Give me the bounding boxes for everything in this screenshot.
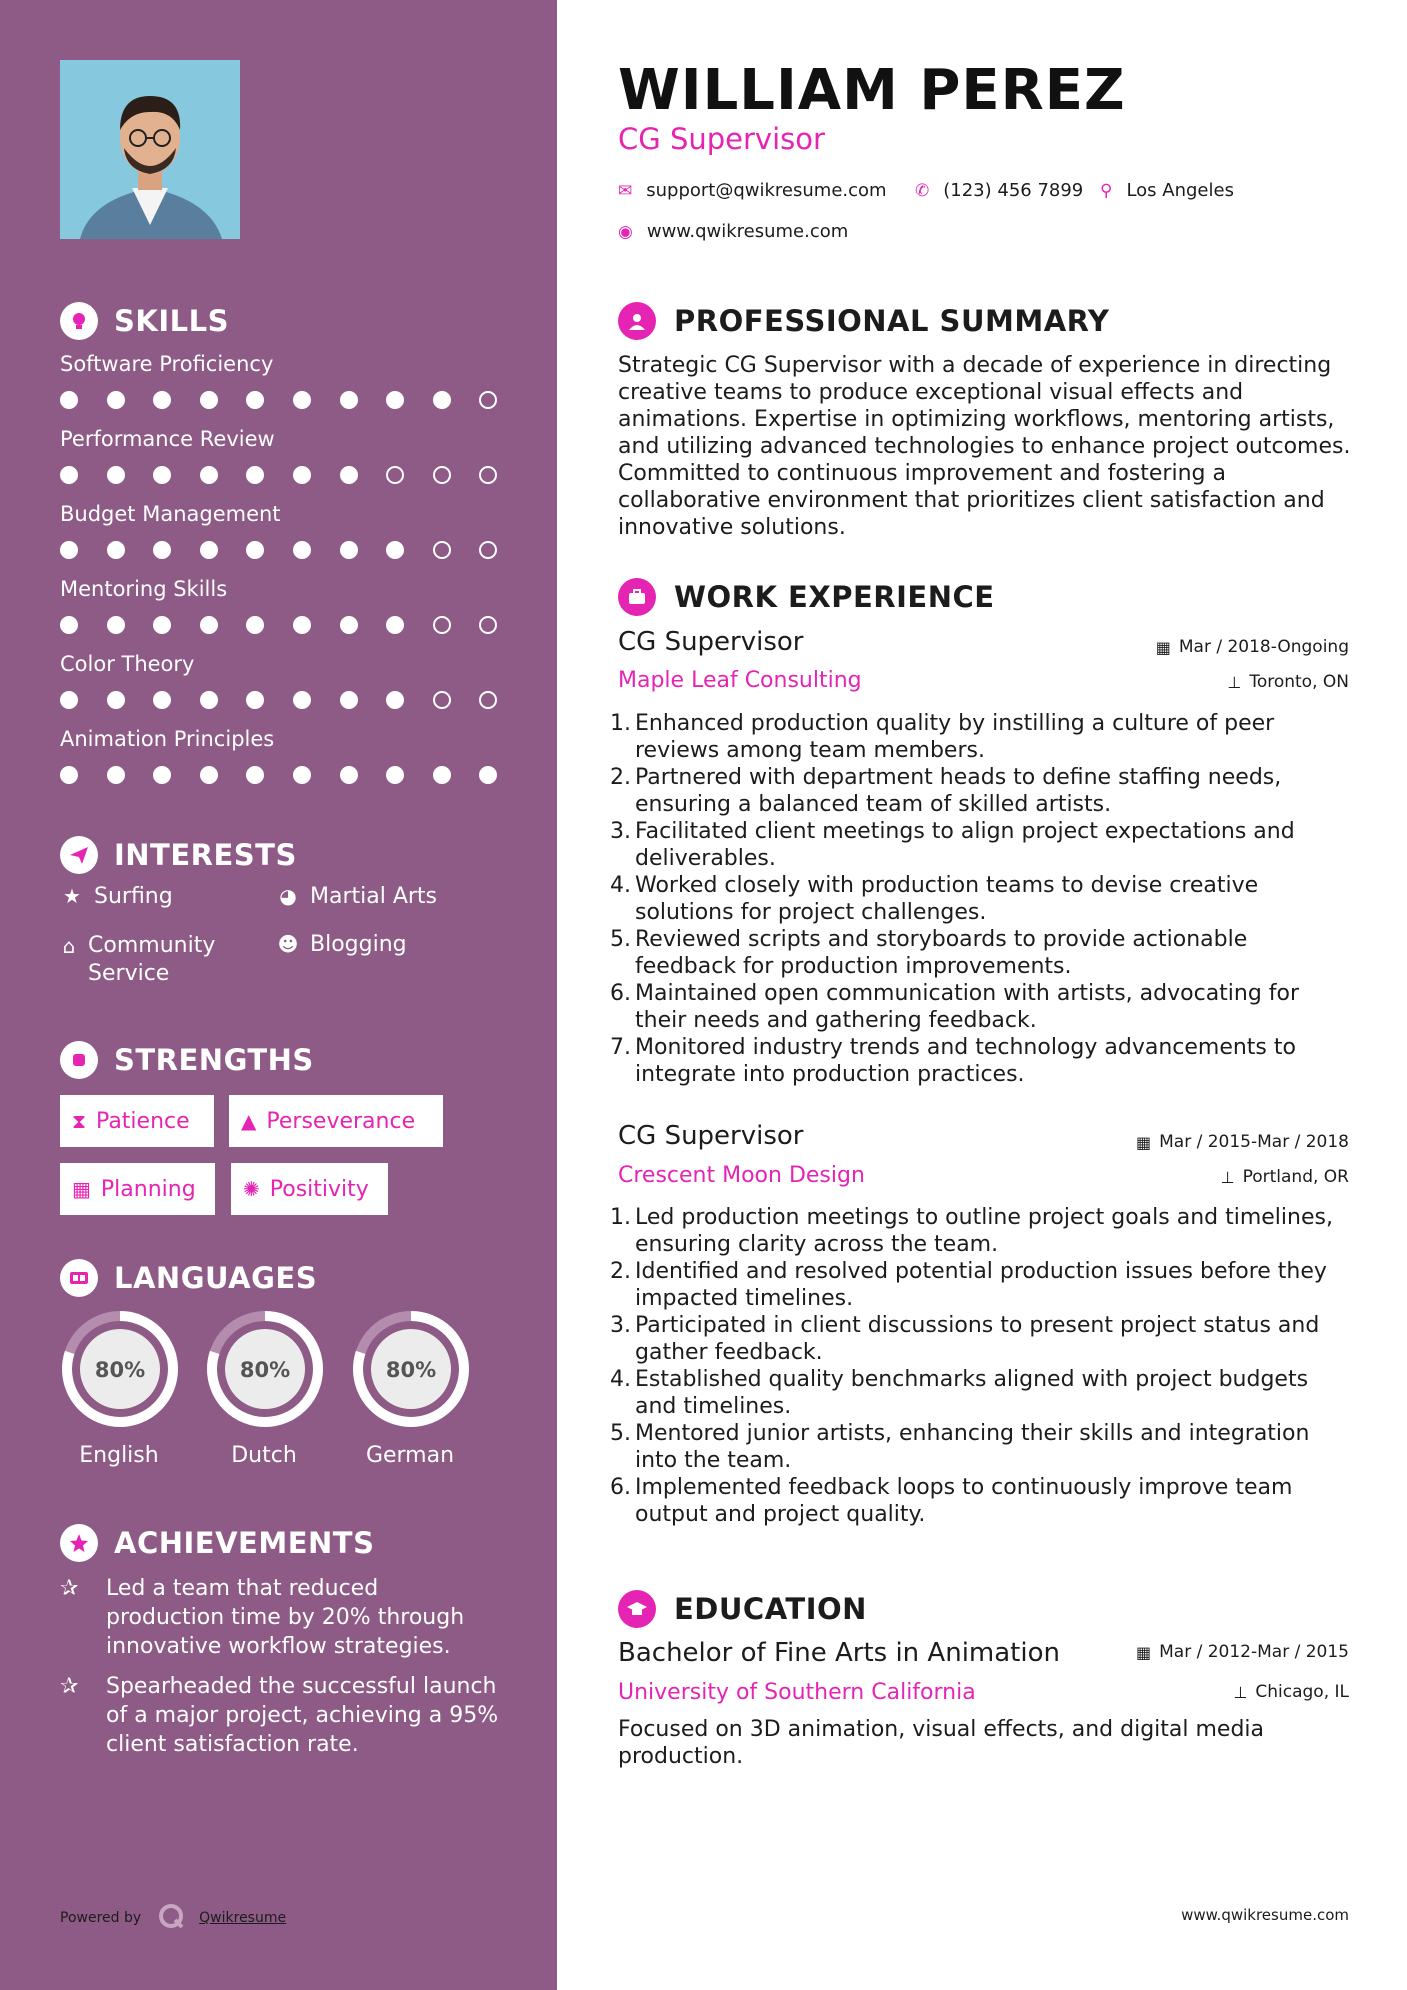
language-ring — [350, 1308, 470, 1434]
list-item: 7. Monitored industry trends and technology advancements to integrate into production practices. — [610, 1035, 1296, 1087]
rating-dot-filled — [340, 616, 358, 634]
qwikresume-link[interactable]: Qwikresume — [199, 1910, 287, 1926]
phone-icon: ✆ — [915, 180, 930, 201]
list-item: 1. Enhanced production quality by instilling a culture of peer reviews among team members. — [610, 711, 1275, 763]
rating-dot-filled — [293, 691, 311, 709]
education-description: Focused on 3D animation, visual effects, and digital media production. — [618, 1717, 1265, 1769]
rating-dot-filled — [246, 691, 264, 709]
degree-title: Bachelor of Fine Arts in Animation — [618, 1638, 1060, 1668]
calendar-icon: ▦ — [1155, 637, 1171, 657]
skill-rating — [60, 391, 500, 411]
skill-rating — [60, 466, 500, 486]
skill-rating — [60, 766, 500, 786]
language-percent: 80% — [239, 1358, 291, 1382]
rating-dot-empty — [433, 541, 451, 559]
website-contact — [618, 221, 848, 242]
rating-dot-filled — [340, 541, 358, 559]
rating-dot-filled — [246, 541, 264, 559]
rating-dot-filled — [386, 766, 404, 784]
star-icon: ★ — [63, 884, 81, 908]
rating-dot-filled — [293, 766, 311, 784]
gift-icon: ⌂ — [62, 934, 76, 958]
pushpin-icon: ⊥ — [1227, 672, 1242, 692]
language-ring — [59, 1308, 179, 1434]
rating-dot-filled — [60, 766, 78, 784]
graduation-icon — [618, 1590, 656, 1628]
rating-dot-empty — [479, 466, 497, 484]
rating-dot-filled — [246, 466, 264, 484]
rating-dot-filled — [200, 616, 218, 634]
experience-heading: WORK EXPERIENCE — [618, 578, 995, 616]
footer-url[interactable]: www.qwikresume.com — [1181, 1906, 1349, 1924]
briefcase-icon — [618, 578, 656, 616]
education-location: ⊥ Chicago, IL — [1233, 1682, 1349, 1702]
shooting-star-icon: ✰ — [60, 1674, 79, 1699]
profile-photo — [60, 60, 240, 239]
strength-badge: ✺ Positivity — [231, 1163, 388, 1215]
rating-dot-filled — [246, 616, 264, 634]
skills-heading: SKILLS — [60, 302, 229, 340]
interest-item: ☻ Blogging — [277, 932, 407, 957]
summary-text: Strategic CG Supervisor with a decade of experience in directing creative teams to produce exceptional visual effects and animations. Expertise in optimizing workflows, mentoring artists, and utilizing advanced technologies to enhance project outcomes. Committed to continuous improvement and fostering a collaborative environment that prioritizes client satisfaction and innovative solutions. — [618, 353, 1351, 540]
candidate-name: WILLIAM PEREZ — [618, 58, 1126, 123]
rating-dot-empty — [433, 691, 451, 709]
skill-name: Performance Review — [60, 427, 275, 451]
phone-contact: ✆ (123) 456 7899 — [915, 180, 1084, 201]
rating-dot-filled — [293, 541, 311, 559]
list-item: 4. Worked closely with production teams to devise creative solutions for project challenges. — [610, 873, 1259, 925]
school-name: University of Southern California — [618, 1680, 976, 1705]
rating-dot-filled — [153, 691, 171, 709]
list-item: 3. Facilitated client meetings to align project expectations and deliverables. — [610, 819, 1295, 871]
rating-dot-filled — [107, 691, 125, 709]
rating-dot-filled — [60, 391, 78, 409]
list-item: 6. Implemented feedback loops to continuously improve team output and project quality. — [610, 1475, 1293, 1527]
website-link[interactable]: www.qwikresume.com — [646, 221, 849, 242]
candidate-role: CG Supervisor — [618, 122, 825, 156]
language-name: Dutch — [231, 1443, 297, 1468]
globe-icon: ◉ — [618, 221, 633, 242]
job-location: ⊥ Portland, OR — [1220, 1167, 1349, 1187]
powered-by: Powered by Qwikresume — [60, 1902, 286, 1934]
rating-dot-filled — [246, 766, 264, 784]
language-name: German — [365, 1443, 455, 1468]
rating-dot-filled — [107, 766, 125, 784]
rating-dot-filled — [200, 541, 218, 559]
calendar-icon: ▦ — [1135, 1132, 1152, 1152]
skill-rating — [60, 691, 500, 711]
rating-dot-filled — [340, 766, 358, 784]
rating-dot-empty — [433, 616, 451, 634]
list-item: 6. Maintained open communication with artists, advocating for their needs and gathering feedback. — [610, 981, 1300, 1033]
location-contact: ⚲ Los Angeles — [1100, 180, 1234, 201]
rating-dot-filled — [153, 466, 171, 484]
rating-dot-filled — [200, 466, 218, 484]
rating-dot-filled — [479, 766, 497, 784]
interest-item: ★ Surfing — [60, 884, 173, 909]
job-company: Crescent Moon Design — [618, 1163, 865, 1188]
language-percent: 80% — [385, 1358, 437, 1382]
strengths-heading: STRENGTHS — [60, 1041, 314, 1079]
rating-dot-empty — [479, 691, 497, 709]
rating-dot-filled — [107, 616, 125, 634]
skill-rating — [60, 616, 500, 636]
users-icon: ☻ — [277, 932, 299, 956]
rating-dot-filled — [340, 691, 358, 709]
job-dates: ▦ Mar / 2018-Ongoing — [1155, 637, 1349, 657]
list-item: 5. Reviewed scripts and storyboards to provide actionable feedback for production improvements. — [610, 927, 1248, 979]
list-item: 5. Mentored junior artists, enhancing their skills and integration into the team. — [610, 1421, 1310, 1473]
job-bullets — [610, 710, 1354, 1088]
rating-dot-filled — [60, 466, 78, 484]
calendar-icon: ▦ — [1135, 1642, 1152, 1662]
rating-dot-empty — [479, 391, 497, 409]
strength-badge: ▦ Planning — [60, 1163, 215, 1215]
rating-dot-empty — [479, 541, 497, 559]
rating-dot-filled — [153, 541, 171, 559]
list-item: 2. Partnered with department heads to define staffing needs, ensuring a balanced team of skilled artists. — [610, 765, 1282, 817]
skill-name: Color Theory — [60, 652, 195, 676]
globe-icon: ◕ — [279, 884, 297, 908]
language-ring — [204, 1308, 324, 1434]
rating-dot-filled — [153, 391, 171, 409]
list-item: 4. Established quality benchmarks aligned with project budgets and timelines. — [610, 1367, 1309, 1419]
hourglass-icon: ⧗ — [72, 1109, 87, 1133]
job-title: CG Supervisor — [618, 627, 804, 657]
shooting-star-icon: ✰ — [60, 1576, 79, 1601]
rating-dot-filled — [433, 391, 451, 409]
rating-dot-filled — [433, 766, 451, 784]
job-bullets — [610, 1204, 1354, 1528]
pushpin-icon: ⊥ — [1220, 1167, 1235, 1187]
rating-dot-empty — [433, 466, 451, 484]
rating-dot-filled — [386, 391, 404, 409]
summary-heading: PROFESSIONAL SUMMARY — [618, 302, 1109, 340]
sidebar — [0, 0, 557, 1990]
languages-heading: LANGUAGES — [60, 1259, 317, 1297]
rating-dot-filled — [200, 691, 218, 709]
rating-dot-filled — [153, 616, 171, 634]
rating-dot-filled — [246, 391, 264, 409]
qwikresume-logo-icon — [157, 1902, 185, 1934]
rating-dot-filled — [200, 766, 218, 784]
fist-icon — [60, 1041, 98, 1079]
skill-name: Software Proficiency — [60, 352, 274, 376]
rating-dot-filled — [386, 691, 404, 709]
rating-dot-filled — [340, 466, 358, 484]
road-icon: ▲ — [241, 1109, 257, 1133]
language-card-icon — [60, 1259, 98, 1297]
award-star-icon — [60, 1524, 98, 1562]
rating-dot-empty — [479, 616, 497, 634]
list-item: 1. Led production meetings to outline project goals and timelines, ensuring clarity across the team. — [610, 1205, 1333, 1257]
lightbulb-icon — [60, 302, 98, 340]
achievement-item: ✰ Spearheaded the successful launch of a major project, achieving a 95% client satisfaction rate. — [60, 1674, 499, 1757]
sun-icon: ✺ — [243, 1177, 260, 1201]
job-company: Maple Leaf Consulting — [618, 668, 862, 693]
language-percent: 80% — [94, 1358, 146, 1382]
skill-name: Mentoring Skills — [60, 577, 228, 601]
rating-dot-filled — [386, 541, 404, 559]
rating-dot-filled — [293, 616, 311, 634]
rating-dot-filled — [386, 616, 404, 634]
list-item: 2. Identified and resolved potential production issues before they impacted timelines. — [610, 1259, 1327, 1311]
rating-dot-filled — [107, 391, 125, 409]
achievement-item: ✰ Led a team that reduced production time by 20% through innovative workflow strategies. — [60, 1576, 465, 1659]
strength-badge: ⧗ Patience — [60, 1095, 214, 1147]
interest-item: ⌂ Community Service — [60, 932, 250, 988]
email-link[interactable]: support@qwikresume.com — [646, 180, 887, 201]
pushpin-icon: ⊥ — [1233, 1682, 1248, 1702]
rating-dot-filled — [153, 766, 171, 784]
job-dates: ▦ Mar / 2015-Mar / 2018 — [1135, 1132, 1349, 1152]
skill-name: Budget Management — [60, 502, 281, 526]
rating-dot-filled — [107, 541, 125, 559]
job-title: CG Supervisor — [618, 1121, 804, 1151]
rating-dot-filled — [340, 391, 358, 409]
calendar-icon: ▦ — [72, 1177, 91, 1201]
rating-dot-filled — [293, 466, 311, 484]
user-icon — [618, 302, 656, 340]
map-pin-icon: ⚲ — [1100, 180, 1113, 201]
email-contact — [618, 180, 887, 201]
rating-dot-filled — [60, 541, 78, 559]
rating-dot-empty — [386, 466, 404, 484]
education-dates: ▦ Mar / 2012-Mar / 2015 — [1135, 1642, 1349, 1662]
strength-badge: ▲ Perseverance — [229, 1095, 443, 1147]
list-item: 3. Participated in client discussions to present project status and gather feedback. — [610, 1313, 1320, 1365]
paper-plane-icon — [60, 836, 98, 874]
skill-name: Animation Principles — [60, 727, 275, 751]
achievements-heading: ACHIEVEMENTS — [60, 1524, 374, 1562]
language-name: English — [79, 1443, 159, 1468]
rating-dot-filled — [293, 391, 311, 409]
rating-dot-filled — [60, 616, 78, 634]
rating-dot-filled — [107, 466, 125, 484]
job-location: ⊥ Toronto, ON — [1227, 672, 1349, 692]
interests-heading: INTERESTS — [60, 836, 297, 874]
education-heading: EDUCATION — [618, 1590, 867, 1628]
skill-rating — [60, 541, 500, 561]
rating-dot-filled — [60, 691, 78, 709]
rating-dot-filled — [200, 391, 218, 409]
interest-item: ◕ Martial Arts — [276, 884, 437, 909]
envelope-icon: ✉ — [618, 180, 633, 201]
